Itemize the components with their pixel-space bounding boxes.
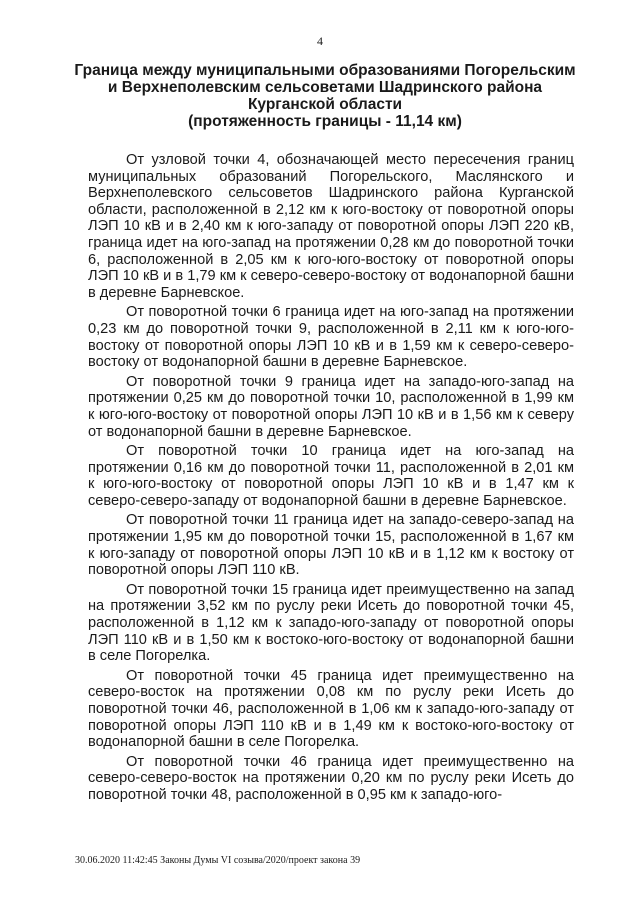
title-line: и Верхнеполевским сельсоветами Шадринского района <box>107 79 543 96</box>
paragraph: От поворотной точки 46 граница идет преимущественно на северо-северо-восток на протяжении 0,20 км по руслу реки Исеть до поворотной точки 48, расположенной в 0,95 км к западо-юго- <box>88 753 574 803</box>
paragraph: От поворотной точки 9 граница идет на западо-юго-запад на протяжении 0,25 км до поворотной точки 10, расположенной в 1,99 км к юго-юго-востоку от поворотной опоры ЛЭП 10 кВ и в 1,56 км к северу от водонапорной башни в деревне Барневское. <box>88 373 574 440</box>
title-boundary-length: (протяженность границы - 11,14 км) <box>188 113 462 130</box>
page-footer: 30.06.2020 11:42:45 Законы Думы VI созыва/2020/проект закона 39 <box>75 855 361 866</box>
paragraph: От узловой точки 4, обозначающей место пересечения границ муниципальных образований Погорельского, Маслянского и Верхнеполевского сельсоветов Шадринского района Курганской области, расположенной в 2,12 км к юго-востоку от поворотной опоры ЛЭП 10 кВ и в 2,40 км к юго-западу от поворотной опоры ЛЭП 220 кВ, граница идет на юго-запад на протяжении 0,28 км до поворотной точки 6, расположенной в 2,05 км к юго-юго-востоку от поворотной опоры ЛЭП 10 кВ и в 1,79 км к северо-северо-востоку от водонапорной башни в деревне Барневское. <box>88 152 574 301</box>
paragraph: От поворотной точки 45 граница идет преимущественно на северо-восток на протяжении 0,08 км по руслу реки Исеть до поворотной точки 46, расположенной в 1,06 км к западо-юго-западу от поворотной опоры ЛЭП 110 кВ и в 1,49 км к востоко-юго-востоку от водонапорной башни в селе Погорелка. <box>88 667 574 751</box>
paragraph: От поворотной точки 10 граница идет на юго-запад на протяжении 0,16 км до поворотной точки 11, расположенной в 2,01 км к юго-юго-востоку от поворотной опоры ЛЭП 10 кВ и в 1,47 км к северо-северо-западу от водонапорной башни в деревне Барневское. <box>88 443 574 509</box>
page-number: 4 <box>317 34 323 48</box>
title-line: Курганской области <box>247 96 403 113</box>
paragraph: От поворотной точки 6 граница идет на юго-запад на протяжении 0,23 км до поворотной точки 9, расположенной в 2,11 км к юго-юго-востоку от поворотной опоры ЛЭП 10 кВ и в 1,59 км к северо-северо-востоку от водонапорной башни в деревне Барневское. <box>88 304 574 371</box>
paragraph: От поворотной точки 15 граница идет преимущественно на запад на протяжении 3,52 км по руслу реки Исеть до поворотной точки 45, расположенной в 1,12 км к западо-юго-западу от поворотной опоры ЛЭП 110 кВ и в 1,50 км к востоко-юго-востоку от водонапорной башни в селе Погорелка. <box>88 581 574 665</box>
document-body <box>88 152 574 807</box>
document-title <box>70 62 580 130</box>
title-line: Граница между муниципальными образованиями Погорельским <box>74 62 576 79</box>
paragraph: От поворотной точки 11 граница идет на западо-северо-запад на протяжении 1,95 км до поворотной точки 15, расположенной в 1,67 км к юго-западу от поворотной опоры ЛЭП 10 кВ и в 1,12 км к востоку от поворотной опоры ЛЭП 110 кВ. <box>88 512 574 579</box>
